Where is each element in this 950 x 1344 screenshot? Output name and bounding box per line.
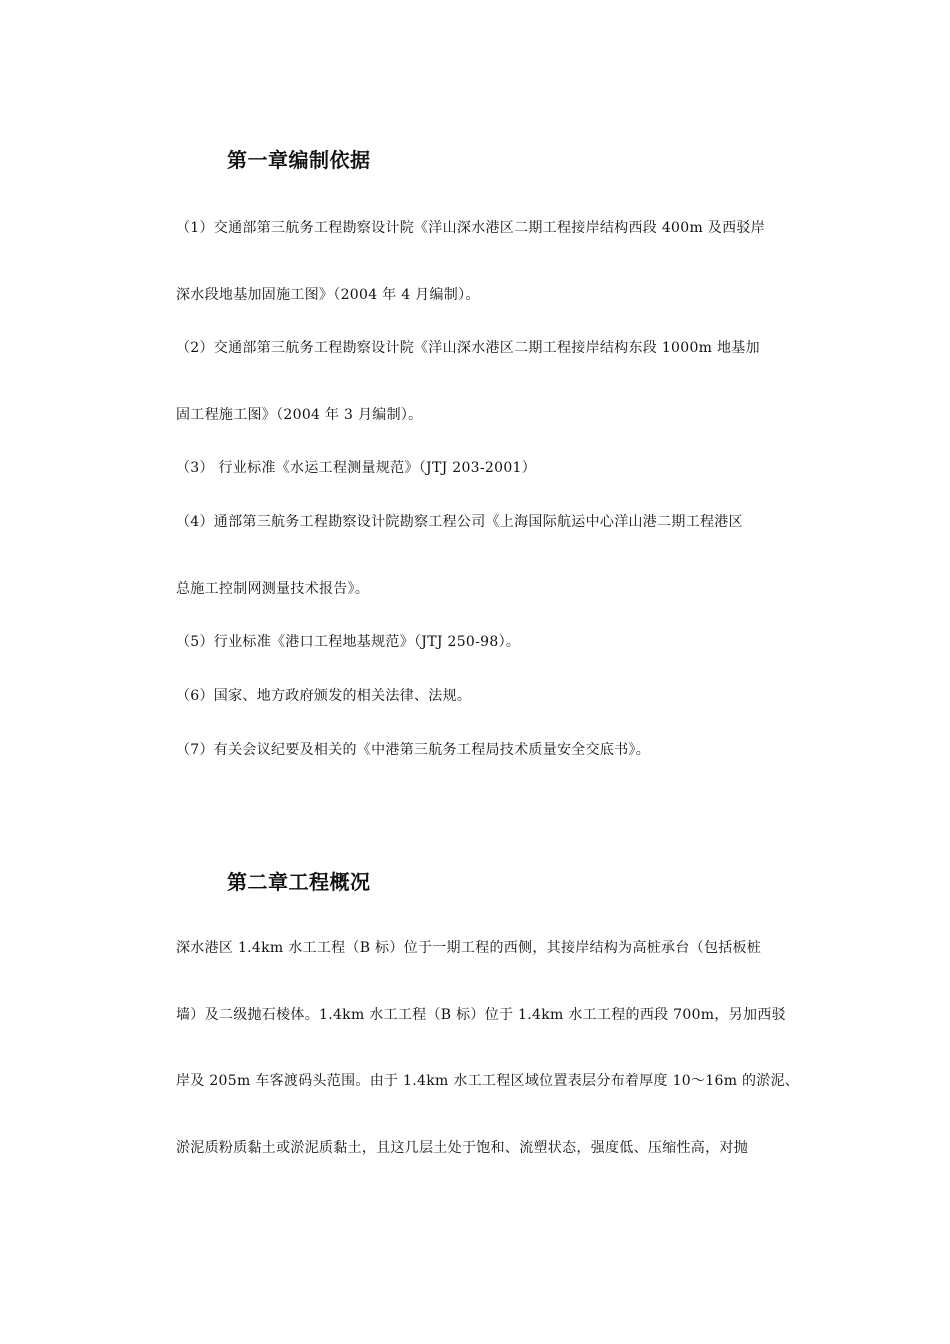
chapter-1-title: 第一章编制依据 — [227, 148, 371, 172]
chapter-1-line-1: （1）交通部第三航务工程勘察设计院《洋山深水港区二期工程接岸结构西段 400m 及西驳岸 — [176, 220, 766, 236]
chapter-1-line-8: （5）行业标准《港口工程地基规范》（JTJ 250-98）。 — [176, 634, 521, 650]
chapter-1-line-2: 深水段地基加固施工图》（2004 年 4 月编制）。 — [176, 287, 480, 303]
chapter-1-line-6: （4）通部第三航务工程勘察设计院勘察工程公司《上海国际航运中心洋山港二期工程港区 — [176, 514, 743, 530]
chapter-2-line-2: 墙）及二级抛石棱体。1.4km 水工工程（B 标）位于 1.4km 水工工程的西段 700m，另加西驳 — [176, 1007, 786, 1023]
chapter-2-title: 第二章工程概况 — [227, 870, 371, 894]
chapter-1-line-3: （2）交通部第三航务工程勘察设计院《洋山深水港区二期工程接岸结构东段 1000m 地基加 — [176, 340, 760, 356]
chapter-2-line-3: 岸及 205m 车客渡码头范围。由于 1.4km 水工工程区域位置表层分布着厚度 10～16m 的淤泥、 — [176, 1073, 800, 1089]
chapter-2-line-1: 深水港区 1.4km 水工工程（B 标）位于一期工程的西侧，其接岸结构为高桩承台（包括板桩 — [176, 940, 762, 956]
chapter-1-line-9: （6）国家、地方政府颁发的相关法律、法规。 — [176, 688, 472, 704]
chapter-1-line-5: （3） 行业标准《水运工程测量规范》（JTJ 203-2001） — [176, 460, 537, 476]
chapter-1-line-7: 总施工控制网测量技术报告》。 — [176, 581, 370, 597]
chapter-2-line-4: 淤泥质粉质黏土或淤泥质黏土，且这几层土处于饱和、流塑状态，强度低、压缩性高，对抛 — [176, 1140, 748, 1156]
chapter-1-line-10: （7）有关会议纪要及相关的《中港第三航务工程局技术质量安全交底书》。 — [176, 742, 651, 758]
chapter-1-line-4: 固工程施工图》（2004 年 3 月编制）。 — [176, 407, 423, 423]
